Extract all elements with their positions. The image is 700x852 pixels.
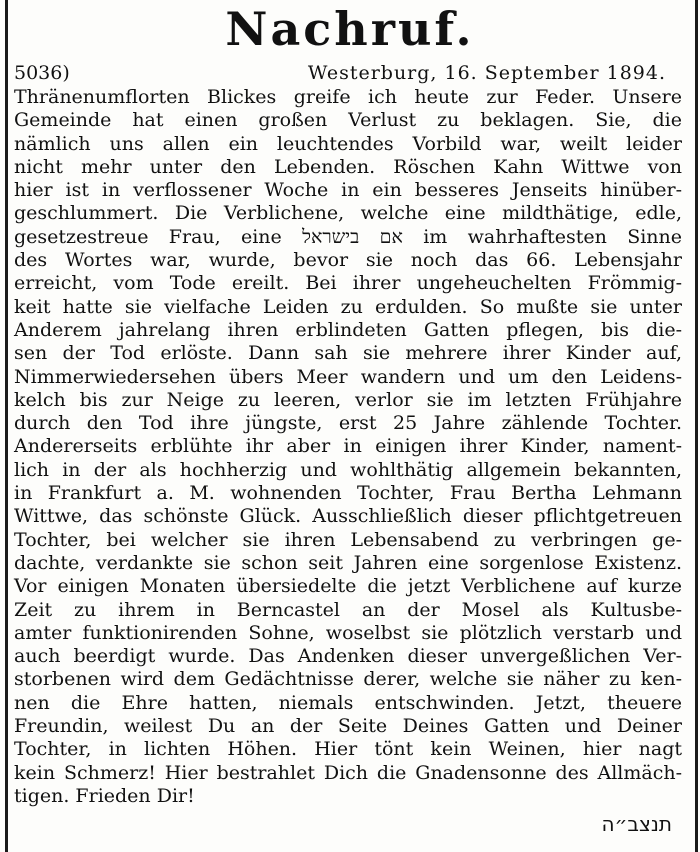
- text-line: Anderem jahrelang ihren erblindeten Gatten pflegen, bis die-: [14, 318, 682, 341]
- text-line: erreicht, vom Tode ereilt. Bei ihrer ungeheuchelten Frömmig-: [14, 272, 682, 295]
- text-line: auch beerdigt wurde. Das Andenken dieser unvergeßlichen Ver-: [14, 645, 682, 668]
- hebrew-signature: תנצב״ה: [601, 812, 672, 836]
- text-line: Zeit zu ihrem in Berncastel an der Mosel als Kultusbe-: [14, 598, 682, 621]
- text-line: Thränenumflorten Blickes greife ich heute zur Feder. Unsere: [14, 86, 682, 108]
- text-line: storbenen wird dem Gedächtnisse derer, welche sie näher zu ken-: [14, 668, 682, 691]
- text-line: Nimmerwiedersehen übers Meer wandern und um den Leidens-: [14, 365, 682, 388]
- text-line: des Wortes war, wurde, bevor sie noch das 66. Lebensjahr: [14, 249, 682, 272]
- text-line: Gemeinde hat einen großen Verlust zu beklagen. Sie, die: [14, 109, 682, 132]
- text-line: Tochter, in lichten Höhen. Hier tönt kein Weinen, hier nagt: [14, 738, 682, 761]
- text-line: kein Schmerz! Hier bestrahlet Dich die Gnadensonne des Allmäch-: [14, 761, 682, 784]
- text-line: hier ist in verflossener Woche in ein besseres Jenseits hinüber-: [14, 179, 682, 202]
- page-title: Nachruf.: [225, 2, 475, 56]
- text-line: in Frankfurt a. M. wohnenden Tochter, Frau Bertha Lehmann: [14, 482, 682, 505]
- text-line: keit hatte sie vielfache Leiden zu erdulden. So mußte sie unter: [14, 295, 682, 318]
- text-line: gesetzestreue Frau, eine אם בישראל im wahrhaftesten Sinne: [14, 225, 683, 248]
- dateline: Westerburg, 16. September 1894.: [307, 62, 666, 84]
- text-line: sen der Tod erlöste. Dann sah sie mehrere ihrer Kinder auf,: [14, 342, 682, 365]
- text-line: tigen. Frieden Dir!: [14, 784, 195, 807]
- text-line: Tochter, bei welcher sie ihren Lebensabend zu verbringen ge-: [14, 528, 682, 551]
- right-border: [695, 0, 698, 852]
- text-line: dachte, verdankte sie schon seit Jahren eine sorgenlose Existenz.: [14, 551, 682, 574]
- text-line: nen die Ehre hatten, niemals entschwinden. Jetzt, theuere: [14, 691, 682, 714]
- text-line: Andererseits erblühte ihr aber in einigen ihrer Kinder, nament-: [14, 435, 682, 458]
- text-line: lich in der als hochherzig und wohlthätig allgemein bekannten,: [14, 458, 682, 481]
- left-border: [5, 0, 8, 852]
- text-line: Vor einigen Monaten übersiedelte die jetzt Verblichene auf kurze: [14, 575, 682, 598]
- text-line: durch den Tod ihre jüngste, erst 25 Jahre zählende Tochter.: [14, 412, 682, 435]
- notice-number: 5036): [14, 62, 70, 84]
- obituary-body: [14, 86, 682, 808]
- text-line: Freundin, weilest Du an der Seite Deines Gatten und Deiner: [14, 715, 682, 738]
- text-line: kelch bis zur Neige zu leeren, verlor sie im letzten Frühjahre: [14, 388, 682, 411]
- text-line: geschlummert. Die Verblichene, welche eine mildthätige, edle,: [14, 202, 682, 225]
- text-line: nicht mehr unter den Lebenden. Röschen Kahn Wittwe von: [14, 155, 682, 178]
- text-line: amter funktionirenden Sohne, woselbst sie plötzlich verstarb und: [14, 621, 682, 644]
- text-line: nämlich uns allen ein leuchtendes Vorbild war, weilt leider: [14, 132, 682, 155]
- text-line: Wittwe, das schönste Glück. Ausschließlich dieser pflichtgetreuen: [14, 505, 682, 528]
- header-row: [14, 60, 666, 86]
